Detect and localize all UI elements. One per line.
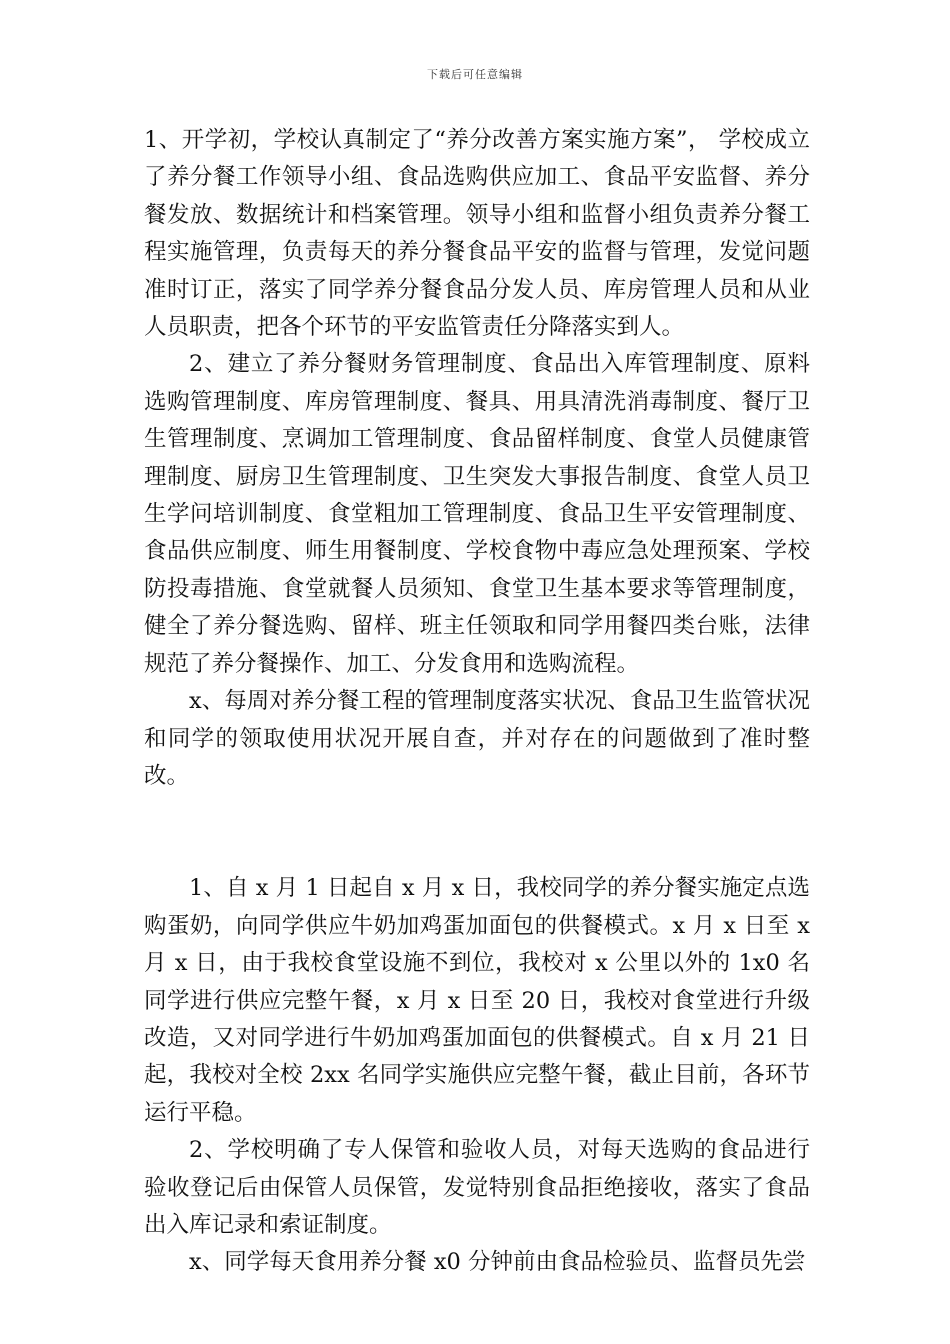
page-header-note: 下载后可任意编辑 bbox=[427, 68, 523, 81]
paragraph-2-3: x、同学每天食用养分餐 x0 分钟前由食品检验员、监督员先尝 bbox=[189, 1249, 806, 1276]
document-body bbox=[144, 122, 810, 1282]
paragraph-1-3: x、每周对养分餐工程的管理制度落实状况、食品卫生监管状况和同学的领取使用状况开展自查，并对存在的问题做到了准时整改。 bbox=[144, 688, 810, 789]
section-gap bbox=[144, 795, 810, 870]
paragraph-1-1: 1、开学初，学校认真制定了“养分改善方案实施方案”， 学校成立了养分餐工作领导小组、食品选购供应加工、食品平安监督、养分餐发放、数据统计和档案管理。领导小组和监督小组负责养分餐工程实施管理，负责每天的养分餐食品平安的监督与管理，发觉问题准时订正，落实了同学养分餐食品分发人员、库房管理人员和从业人员职责，把各个环节的平安监管责任分降落实到人。 bbox=[144, 127, 810, 341]
paragraph-2-1: 1、自 x 月 1 日起自 x 月 x 日，我校同学的养分餐实施定点选购蛋奶，向同学供应牛奶加鸡蛋加面包的供餐模式。x 月 x 日至 x 月 x 日，由于我校食堂设施不到位，我校对 x 公里以外的 1x0 名同学进行供应完整午餐，x 月 x 日至 20 日，我校对食堂进行升级改造，又对同学进行牛奶加鸡蛋加面包的供餐模式。自 x 月 21 日起，我校对全校 2xx 名同学实施供应完整午餐，截止目前，各环节运行平稳。 bbox=[144, 875, 810, 1126]
paragraph-1-2: 2、建立了养分餐财务管理制度、食品出入库管理制度、原料选购管理制度、库房管理制度、餐具、用具清洗消毒制度、餐厅卫生管理制度、烹调加工管理制度、食品留样制度、食堂人员健康管理制度、厨房卫生管理制度、卫生突发大事报告制度、食堂人员卫生学问培训制度、食堂粗加工管理制度、食品卫生平安管理制度、食品供应制度、师生用餐制度、学校食物中毒应急处理预案、学校防投毒措施、食堂就餐人员须知、食堂卫生基本要求等管理制度，健全了养分餐选购、留样、班主任领取和同学用餐四类台账，法律规范了养分餐操作、加工、分发食用和选购流程。 bbox=[144, 351, 810, 677]
paragraph-2-2: 2、学校明确了专人保管和验收人员，对每天选购的食品进行验收登记后由保管人员保管，发觉特别食品拒绝接收，落实了食品出入库记录和索证制度。 bbox=[144, 1137, 810, 1238]
